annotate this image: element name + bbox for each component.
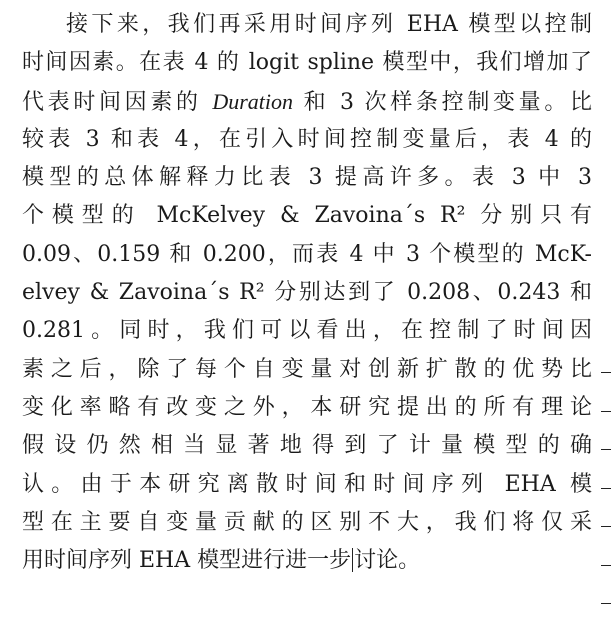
text-line: 0.09、0.159 和 0.200，而表 4 中 3 个模型的 McK- xyxy=(22,241,592,267)
margin-rule xyxy=(601,565,611,566)
text-line: 时间因素。在表 4 的 logit spline 模型中，我们增加了 xyxy=(22,50,592,76)
text-line: 较表 3 和表 4，在引入时间控制变量后，表 4 的 xyxy=(22,126,592,152)
text-line: 假设仍然相当显著地得到了计量模型的确 xyxy=(22,433,592,459)
margin-rule xyxy=(601,526,611,527)
text-run: 代表时间因素的 xyxy=(22,89,213,115)
margin-rule xyxy=(601,488,611,489)
text-line: 变化率略有改变之外，本研究提出的所有理论 xyxy=(22,394,592,420)
text-line: 0.281。同时，我们可以看出，在控制了时间因 xyxy=(22,318,592,344)
text-line: 个模型的 McKelvey & Zavoina´s R² 分别只有 xyxy=(22,203,592,229)
margin-rule xyxy=(601,372,611,373)
text-run: 用时间序列 EHA 模型进行进一步 xyxy=(22,548,352,574)
duration-term: Duration xyxy=(212,88,294,114)
text-line xyxy=(22,542,592,580)
margin-rule xyxy=(601,603,611,604)
text-line: 型在主要自变量贡献的区别不大，我们将仅采 xyxy=(22,509,592,535)
text-line: 素之后，除了每个自变量对创新扩散的优势比 xyxy=(22,356,592,382)
text-run: 讨论。 xyxy=(354,548,421,574)
text-line: 接下来，我们再采用时间序列 EHA 模型以控制 xyxy=(66,12,592,37)
text-run: 和 3 次样条控制变量。比 xyxy=(293,89,592,115)
body-paragraph xyxy=(22,6,592,580)
text-line: elvey & Zavoina´s R² 分别达到了 0.208、0.243 和 xyxy=(22,280,592,306)
text-line: 模型的总体解释力比表 3 提高许多。表 3 中 3 xyxy=(22,165,592,191)
text-line xyxy=(22,83,592,121)
margin-rule xyxy=(601,449,611,450)
text-line: 认。由于本研究离散时间和时间序列 EHA 模 xyxy=(22,471,592,497)
text-cursor xyxy=(352,548,353,572)
margin-rule xyxy=(601,411,611,412)
